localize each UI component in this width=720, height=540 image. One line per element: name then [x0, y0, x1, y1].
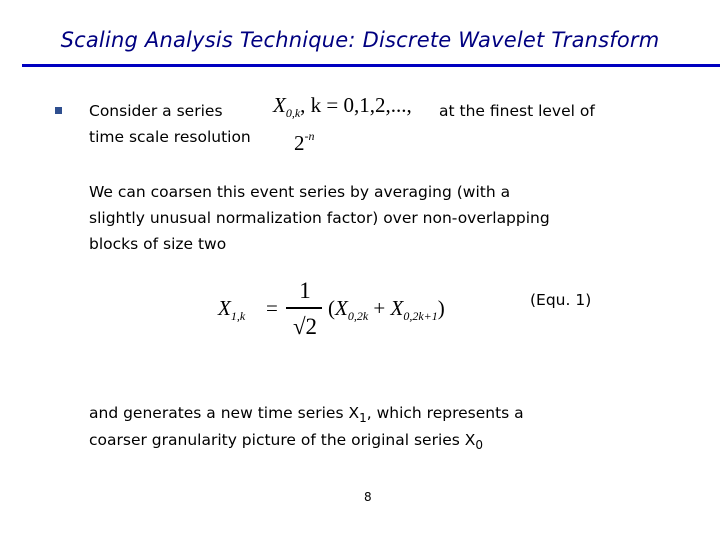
- paragraph2-line2: [89, 427, 483, 459]
- term1-var: X: [335, 296, 348, 320]
- fraction-bar: [286, 307, 322, 309]
- equation-rhs: $(X_{0,2k} + X_{0,2k+1})$: [328, 296, 445, 323]
- paragraph1-line3: blocks of size two: [89, 235, 227, 253]
- equation-lhs: [218, 298, 245, 322]
- resolution-exp: -n: [304, 129, 315, 143]
- paragraph1-line1: We can coarsen this event series by averaging (with a: [89, 183, 511, 201]
- equation-label: (Equ. 1): [530, 291, 592, 309]
- term2-var: X: [390, 296, 404, 320]
- p2-line1-sub: 1: [359, 411, 367, 426]
- lhs-sub: 1,k: [230, 309, 246, 323]
- p2-line1-end: , which represents a: [366, 404, 524, 422]
- term1-sub: 0,2k: [347, 309, 369, 323]
- resolution-expression: [294, 130, 315, 154]
- bullet1-line1-end: at the finest level of: [439, 102, 595, 120]
- paragraph1-line2: slightly unusual normalization factor) over non-overlapping: [89, 209, 550, 227]
- slide-title: Scaling Analysis Technique: Discrete Wavelet Transform: [60, 28, 660, 52]
- series-expression: [273, 95, 412, 119]
- page-number: 8: [364, 490, 372, 504]
- bullet-marker: [55, 107, 62, 114]
- equation-plus: +: [373, 296, 386, 320]
- series-var: X: [273, 93, 286, 117]
- p2-line2-sub: 0: [475, 438, 484, 453]
- fraction-numerator: 1: [299, 278, 311, 303]
- series-sub: 0,k: [285, 106, 301, 120]
- term2-sub: 0,2k+1: [403, 309, 438, 323]
- resolution-base: 2: [294, 131, 305, 155]
- series-rest: , k = 0,1,2,...,: [300, 93, 412, 117]
- fraction-denominator: √2: [292, 314, 318, 339]
- bullet1-line1-start: Consider a series: [89, 102, 223, 120]
- lhs-var: X: [218, 296, 231, 320]
- p2-line1-start: and generates a new time series X: [89, 404, 360, 422]
- p2-line2-start: coarser granularity picture of the original series X: [89, 431, 476, 449]
- equation-equals: =: [266, 296, 278, 320]
- equation-1: [218, 272, 518, 352]
- bullet1-line2: time scale resolution: [89, 128, 251, 146]
- title-underline: [22, 64, 720, 67]
